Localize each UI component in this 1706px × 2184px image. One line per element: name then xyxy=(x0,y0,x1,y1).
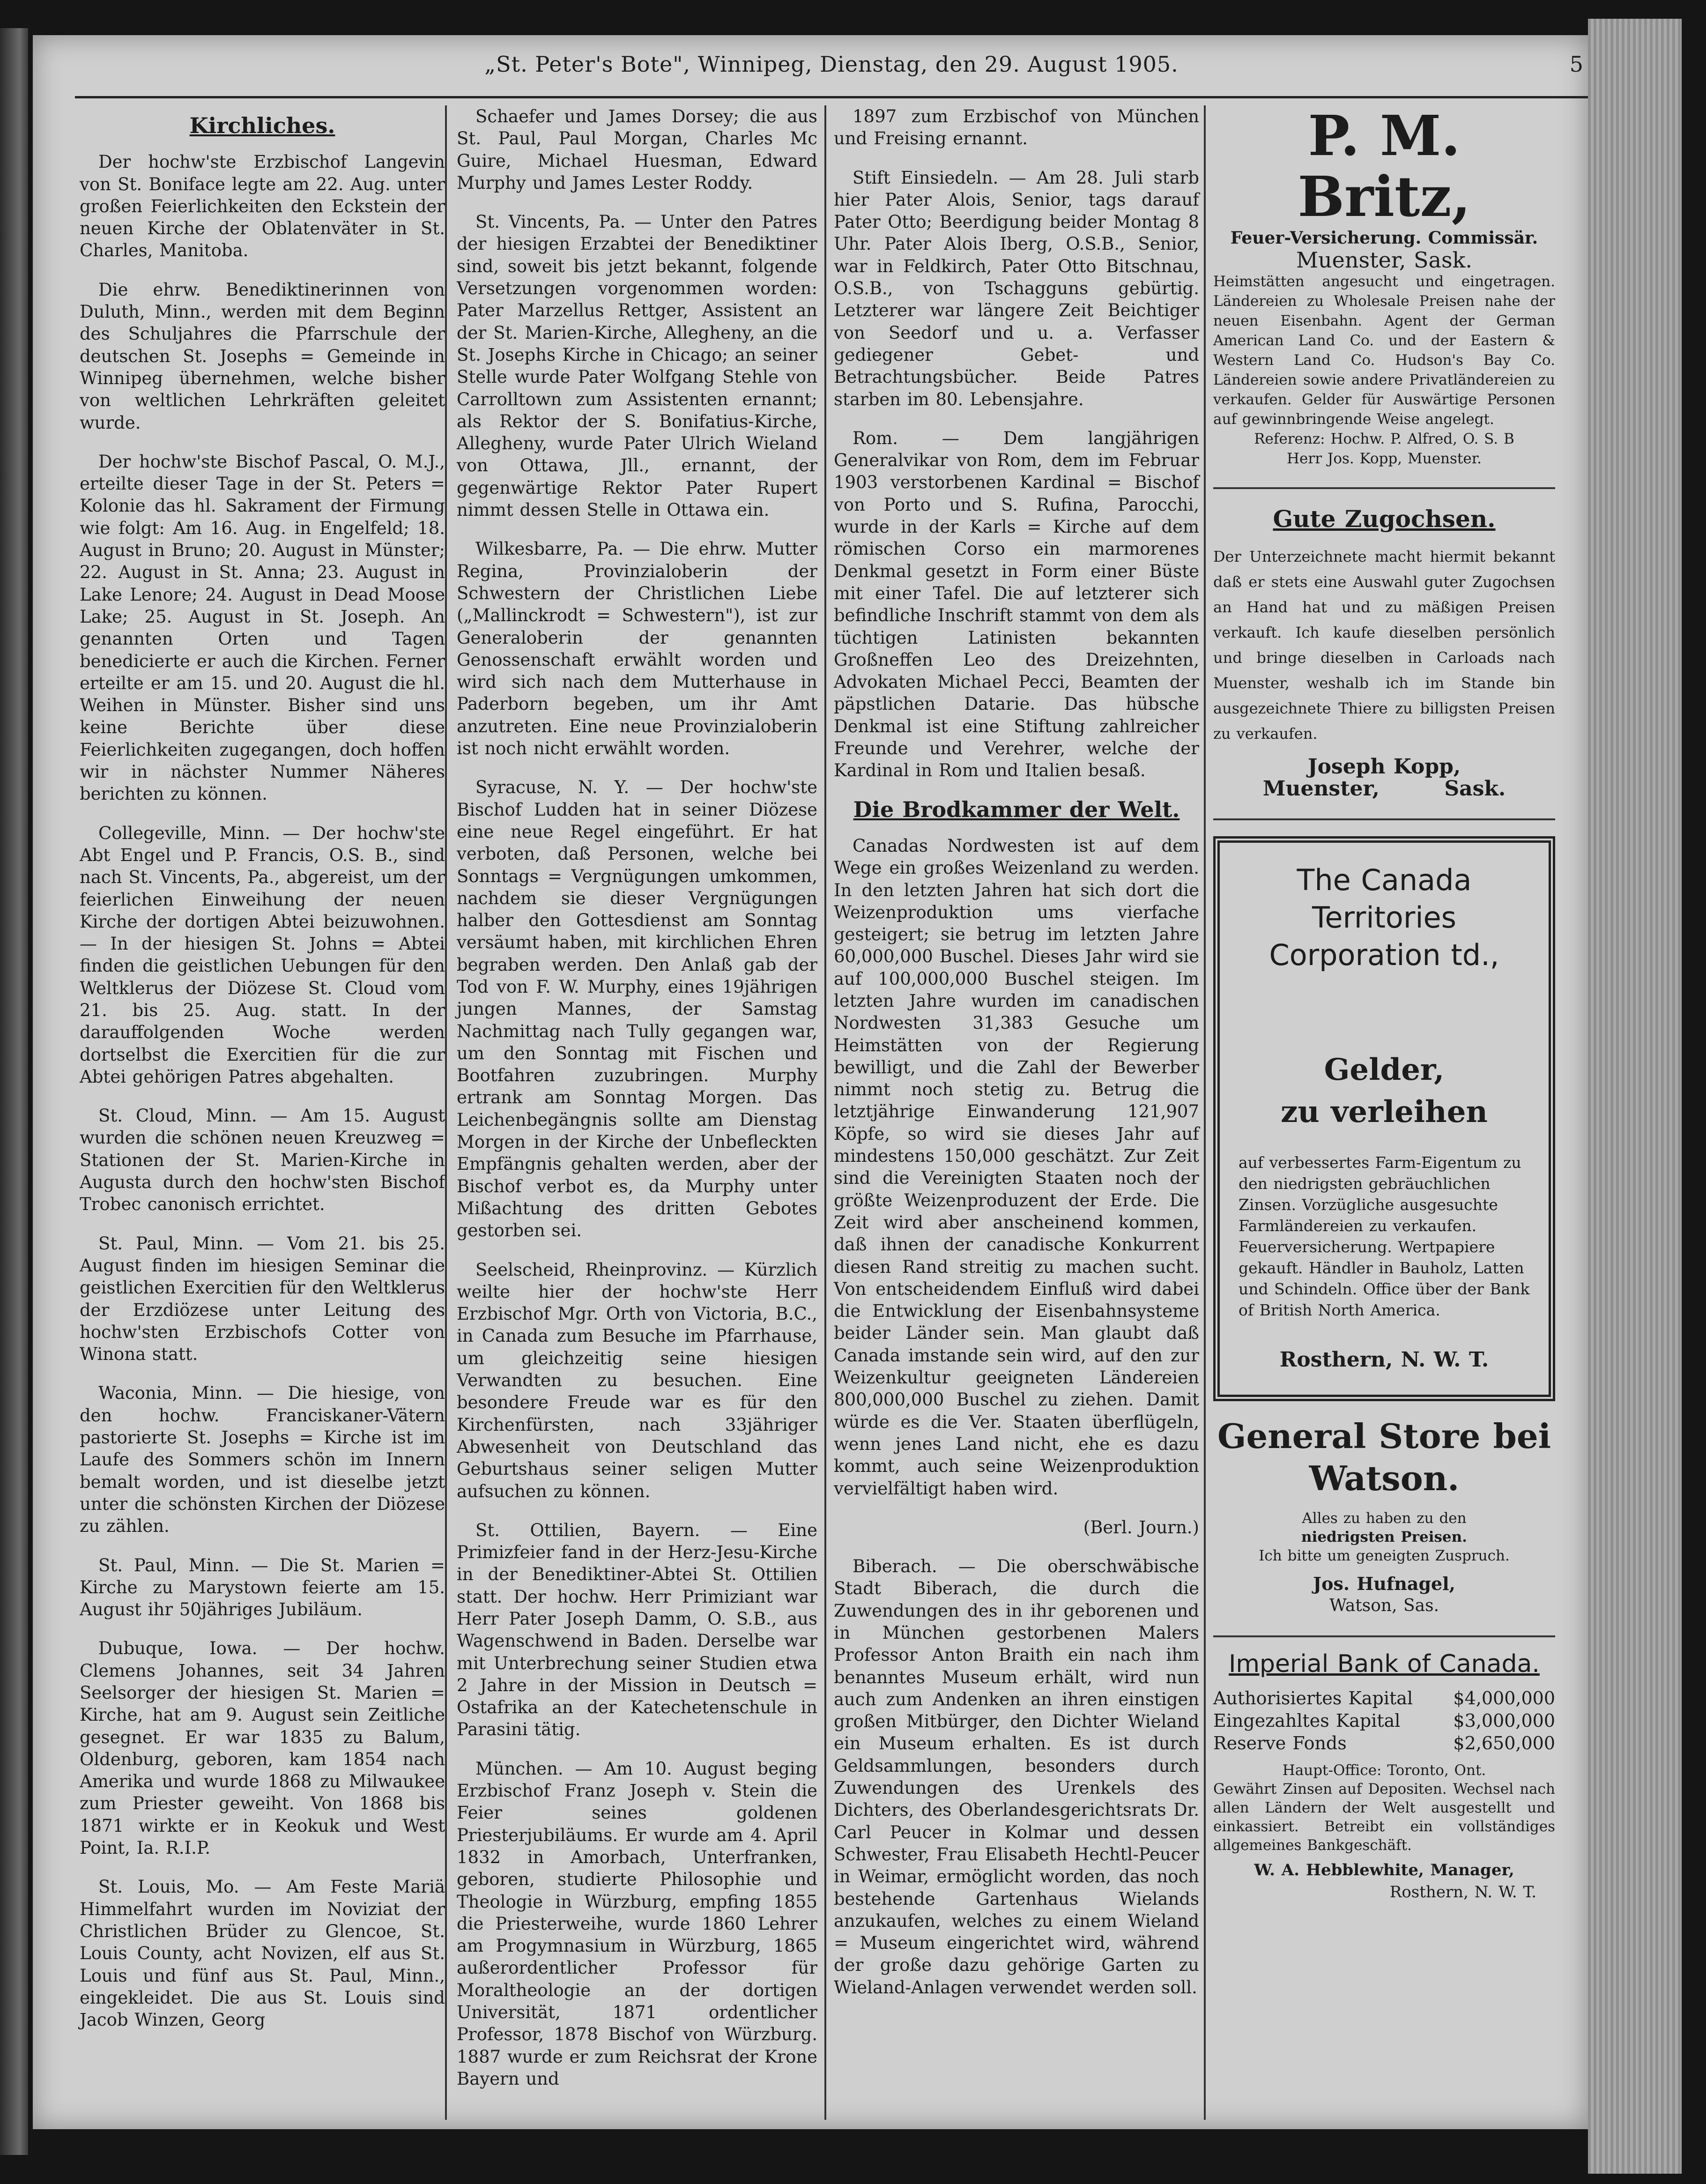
column-rule xyxy=(445,105,447,2120)
column-rule xyxy=(1204,105,1206,2120)
article: St. Cloud, Minn. — Am 15. August wurden die schönen neuen Kreuzweg = Stationen der St. Marien-Kirche in Augusta durch den hochw'sten Bischof Trobec canonisch errichtet. xyxy=(80,1106,445,1215)
column-1 xyxy=(80,105,445,2048)
article: St. Paul, Minn. — Vom 21. bis 25. August finden im hiesigen Seminar die geistlichen Exercitien für den Weltklerus der Erzdiözese unter Leitung des hochw'sten Erzbischofs Cotter von Winona statt. xyxy=(80,1233,445,1365)
bank-row xyxy=(1213,1709,1555,1732)
bank-row-value: $2,650,000 xyxy=(1453,1732,1555,1753)
column-rule xyxy=(824,105,826,2120)
ad-canada-place: Rosthern, N. W. T. xyxy=(1279,1348,1489,1372)
article: Syracuse, N. Y. — Der hochw'ste Bischof Ludden hat in seiner Diözese eine neue Regel eingeführt. Er hat verboten, daß Personen, welche bei Sonntags = Vergnügungen umkommen, nachdem sie dieser Vergnügungen halber den Gottesdienst am Sonntag versäumt haben, mit kirchlichen Ehren begraben werden. Den Anlaß gab der Tod von F. W. Murphy, eines 19jährigen jungen Mannes, der Samstag Nachmittag nach Tully gegangen war, um den Sonntag mit Fischen und Bootfahren zuzubringen. Murphy ertrank am Sonntag Morgen. Das Leichenbegängnis sollte am Dienstag Morgen in der Kirche der Unbefleckten Empfängnis gehalten werden, aber der Bischof verbot es, da Murphy unter Mißachtung des dritten Gebotes gestorben sei. xyxy=(457,777,817,1241)
article-title-brodkammer: Die Brodkammer der Welt. xyxy=(853,796,1180,822)
ad-kopp-place: Muenster, Sask. xyxy=(1262,777,1506,801)
divider xyxy=(1213,1635,1555,1637)
bank-row xyxy=(1213,1732,1555,1754)
ad-watson-line3: Ich bitte um geneigten Zuspruch. xyxy=(1259,1547,1510,1564)
ad-canada-title-2: Corporation td., xyxy=(1269,938,1499,973)
article: Stift Einsiedeln. — Am 28. Juli starb hier Pater Alois, Senior, tags darauf Pater Otto; Beerdigung beider Montag 8 Uhr. Pater Alois Iberg, O.S.B., Senior, war in Feldkirch, Pater Otto Bitschnau, O.S.B., von Tschagguns gebürtig. Letzterer war längere Zeit Beichtiger von Seedorf und u. a. Verfasser gediegener Gebet- und Betrachtungsbücher. Beide Patres starben im 80. Lebensjahre. xyxy=(834,167,1199,409)
ad-britz xyxy=(1213,105,1555,468)
page-header xyxy=(75,40,1588,98)
article: St. Vincents, Pa. — Unter den Patres der hiesigen Erzabtei der Benediktiner sind, soweit bis jetzt bekannt, folgende Versetzungen vorgenommen worden: Pater Marzellus Rettger, Assistent an der St. Marien-Kirche, Allegheny, an die St. Josephs Kirche in Chicago; an seiner Stelle wurde Pater Wolfgang Stehle von Carrolltown zum Assistenten ernannt; als Rektor der S. Bonifatius-Kirche, Allegheny, wurde Pater Ulrich Wieland von Ottawa, Jll., ernannt, der gegenwärtige Rektor Pater Rupert nimmt dessen Stelle in Ottawa ein. xyxy=(457,212,817,520)
ad-watson-line2: niedrigsten Preisen. xyxy=(1301,1528,1467,1545)
article: Schaefer und James Dorsey; die aus St. Paul, Paul Morgan, Charles Mc Guire, Michael Huesman, Edward Murphy und James Lester Roddy. xyxy=(457,106,817,193)
article: St. Ottilien, Bayern. — Eine Primizfeier fand in der Herz-Jesu-Kirche in der Benediktiner-Abtei St. Ottilien statt. Der hochw. Herr Primiziant war Herr Pater Joseph Damm, O. S.B., aus Wagenschwend in Baden. Derselbe war mit Unterbrechung seiner Studien etwa 2 Jahre in der Mission in Deutsch = Ostafrika an der Katechetenschule in Parasini tätig. xyxy=(457,1520,817,1740)
left-page-edge xyxy=(0,28,28,2155)
divider xyxy=(1213,487,1555,489)
article: Dubuque, Iowa. — Der hochw. Clemens Johannes, seit 34 Jahren Seelsorger der hiesigen St. Marien = Kirche, hat am 9. August sein Zeitliche gesegnet. Er war 1835 zu Balum, Oldenburg, geboren, kam 1854 nach Amerika und wurde 1868 zu Milwaukee zum Priester geweiht. Von 1868 bis 1871 wirkte er in Keokuk und West Point, Ia. R.I.P. xyxy=(80,1638,445,1858)
bank-row-label: Authorisiertes Kapital xyxy=(1213,1687,1413,1709)
page-stack-edge xyxy=(1588,19,1682,2174)
article: Waconia, Minn. — Die hiesige, von den hochw. Franciskaner-Vätern pastorierte St. Josephs = Kirche ist im Laufe des Sommers schön im Innern bemalt worden, und ist dieselbe jetzt unter die schönsten Kirchen der Diözese zu zählen. xyxy=(80,1383,445,1537)
ad-canada-territories xyxy=(1213,836,1555,1401)
newspaper-page xyxy=(33,35,1588,2129)
article: Rom. — Dem langjährigen Generalvikar von Rom, dem im Februar 1903 verstorbenen Kardinal = Bischof von Porto und S. Rufina, Parocchi, wurde in der Karls = Kirche auf dem römischen Corso ein marmorenes Denkmal gesetzt in Form einer Büste mit einer Tafel. Die auf letzterer sich befindliche Inschrift stammt von dem als tüchtigen Latinisten bekannten Großneffen Leo des Dreizehnten, Advokaten Michael Pecci, Beamten der päpstlichen Datarie. Das hübsche Denkmal ist eine Stiftung zahlreicher Freunde und Verehrer, welche der Kardinal in Rom und Italien besaß. xyxy=(834,428,1199,781)
column-4-ads xyxy=(1213,105,1555,1903)
divider xyxy=(1213,818,1555,820)
ad-britz-sub: Feuer-Versicherung. Commissär. xyxy=(1230,228,1538,248)
article: St. Paul, Minn. — Die St. Marien = Kirche zu Marystown feierte am 15. August ihr 50jähriges Jubiläum. xyxy=(80,1555,445,1620)
article-source: (Berl. Journ.) xyxy=(1083,1517,1199,1538)
section-title-kirchliches: Kirchliches. xyxy=(189,113,335,138)
ad-kopp-title: Gute Zugochsen. xyxy=(1273,505,1496,533)
article: Der hochw'ste Erzbischof Langevin von St. Boniface legte am 22. Aug. unter großen Feierlichkeiten den Eckstein der neuen Kirche der Oblatenväter in St. Charles, Manitoba. xyxy=(80,152,445,261)
column-3 xyxy=(834,105,1199,2015)
article: Canadas Nordwesten ist auf dem Wege ein großes Weizenland zu werden. In den letzten Jahren hat sich dort die Weizenproduktion ums vierfache gesteigert; sie betrug im letzten Jahre 60,000,000 Buschel. Dieses Jahr wird sie auf 100,000,000 Buschel steigen. Im letzten Jahre wurden im canadischen Nordwesten 31,383 Gesuche um Heimstätten von der Regierung bewilligt, und die Zahl der Bewerber nimmt noch stetig zu. Betrug die letztjährige Einwanderung 121,907 Köpfe, so wird sie dieses Jahr auf mindestens 150,000 geschätzt. Zur Zeit sind die Vereinigten Staaten noch der größte Weizenproduzent der Erde. Die Zeit wird aber anscheinend kommen, daß ihnen der canadische Konkurrent diesen Rand streitig zu machen sucht. Von entscheidendem Einfluß wird dabei die Entwicklung der Eisenbahnsysteme beider Länder sein. Man glaubt daß Canada imstande sein wird, auf den zur Weizenkultur geeigneten Ländereien 800,000,000 Buschel zu ziehen. Damit würde es die Ver. Staaten überflügeln, wenn jenes Land nicht, ehe es dazu kommt, auch seine Weizenproduktion vervielfältigt haben wird. xyxy=(834,835,1199,1499)
ad-canada-gelder: Gelder, xyxy=(1324,1052,1445,1088)
article: München. — Am 10. August beging Erzbischof Franz Joseph v. Stein die Feier seines goldenen Priesterjubiläums. Er wurde am 4. April 1832 in Amorbach, Unterfranken, geboren, studierte Philosophie und Theologie in Würzburg, empfing 1855 die Priesterweihe, wurde 1860 Lehrer am Progymnasium in Würzburg, 1865 außerordentlicher Professor für Moraltheologie an der dortigen Universität, 1871 ordentlicher Professor, 1878 Bischof von Würzburg. 1887 wurde er zum Reichsrat der Krone Bayern und xyxy=(457,1758,817,2089)
bank-row-value: $4,000,000 xyxy=(1453,1687,1555,1709)
ad-britz-body: Heimstätten angesucht und eingetragen. Ländereien zu Wholesale Preisen nahe der neuen Eisenbahn. Agent der German American Land Co. und der Eastern & Western Land Co. Hudson's Bay Co. Ländereien sowie andere Privatländereien zu verkaufen. Gelder für Auswärtige Personen auf gewinnbringende Weise angelegt. xyxy=(1213,273,1555,428)
ad-imperial-bank xyxy=(1213,1650,1555,1903)
bank-row-label: Eingezahltes Kapital xyxy=(1213,1710,1401,1731)
ad-kopp-sign: Joseph Kopp, xyxy=(1307,754,1461,779)
masthead-line: „St. Peter's Bote", Winnipeg, Dienstag, den 29. August 1905. xyxy=(484,52,1179,77)
article: Der hochw'ste Bischof Pascal, O. M.J., erteilte dieser Tage in der St. Peters = Kolonie das hl. Sakrament der Firmung wie folgt: Am 16. Aug. in Engelfeld; 18. August in Bruno; 20. August in Münster; 22. August in St. Anna; 23. August in Lake Lenore; 24. August in Dead Moose Lake; 25. August in St. Joseph. An genannten Orten und Tagen benedicierte er auch die Kirchen. Ferner erteilte er am 15. und 20. August die hl. Weihen in Münster. Bisher sind uns keine Berichte über diese Feierlichkeiten zugegangen, doch hoffen wir in nächster Nummer Näheres berichten zu können. xyxy=(80,451,445,804)
article: 1897 zum Erzbischof von München und Freising ernannt. xyxy=(834,106,1199,149)
article: Seelscheid, Rheinprovinz. — Kürzlich weilte hier der hochw'ste Herr Erzbischof Mgr. Orth von Victoria, B.C., in Canada zum Besuche im Pfarrhause, um gleichzeitig seine hiesigen Verwandten zu besuchen. Eine besondere Freude war es für den Kirchenfürsten, nach 33jähriger Abwesenheit von Deutschland das Geburtshaus seiner seligen Mutter aufsuchen zu können. xyxy=(457,1259,817,1501)
article: Die ehrw. Benediktinerinnen von Duluth, Minn., werden mit dem Beginn des Schuljahres die Pfarrschule der deutschen St. Josephs = Gemeinde in Winnipeg übernehmen, welche bisher von weltlichen Lehrkräften geleitet wurde. xyxy=(80,279,445,433)
ad-canada-verleihen: zu verleihen xyxy=(1281,1094,1488,1130)
article: Wilkesbarre, Pa. — Die ehrw. Mutter Regina, Provinzialoberin der Schwestern der Christlichen Liebe („Mallinckrodt = Schwestern"), ist zur Generaloberin der genannten Genossenschaft erwählt worden und wird sich nach dem Mutterhause in Paderborn begeben, um ihr Amt anzutreten. Eine neue Provinzialoberin ist noch nicht erwählt worden. xyxy=(457,539,817,759)
ad-canada-body: auf verbessertes Farm-Eigentum zu den niedrigsten gebräuchlichen Zinsen. Vorzügliche ausgesuchte Farmländereien zu verkaufen. Feuerversicherung. Wertpapiere gekauft. Händler in Bauholz, Latten und Schindeln. Office über der Bank of British North America. xyxy=(1239,1153,1530,1320)
bank-row-value: $3,000,000 xyxy=(1453,1710,1555,1731)
ad-kopp-body: Der Unterzeichnete macht hiermit bekannt daß er stets eine Auswahl guter Zugochsen an Hand hat und zu mäßigen Preisen verkauft. Ich kaufe dieselben persönlich und bringe dieselben in Carloads nach Muenster, weshalb ich im Stande bin ausgezeichnete Thiere zu billigsten Preisen zu verkaufen. xyxy=(1213,547,1555,743)
bank-row xyxy=(1213,1687,1555,1709)
article: Biberach. — Die oberschwäbische Stadt Biberach, die durch die Zuwendungen des in ihr geborenen und in München gestorbenen Malers Professor Anton Braith ein nach ihm benanntes Museum erhält, wird nun auch zum Andenken an ihren einstigen großen Mitbürger, den Dichter Wieland ein Museum erhalten. Es ist durch Geldsammlungen, besonders durch Zuwendungen des Urenkels des Dichters, des Oberlandesgerichtsrats Dr. Carl Peucer in Kolmar und dessen Schwester, Frau Elisabeth Hechtl-Peucer in Weimar, ermöglicht worden, das noch bestehende Gartenhaus Wielands anzukaufen, welches zu einem Wieland = Museum eingerichtet wird, während der große dazu gehörige Garten zu Wieland-Anlagen verwendet werden soll. xyxy=(834,1556,1199,1998)
ad-bank-manager: W. A. Hebblewhite, Manager, xyxy=(1254,1860,1514,1879)
ad-britz-name: P. M. Britz, xyxy=(1298,103,1471,229)
ad-bank-office: Haupt-Office: Toronto, Ont. xyxy=(1282,1761,1486,1779)
ad-bank-body: Gewährt Zinsen auf Depositen. Wechsel nach allen Ländern der Welt ausgestellt und einkassiert. Betreibt ein vollständiges allgemeines Bankgeschäft. xyxy=(1213,1780,1555,1854)
ad-bank-title: Imperial Bank of Canada. xyxy=(1229,1650,1540,1679)
bank-row-label: Reserve Fonds xyxy=(1213,1732,1347,1753)
ad-watson-title-2: Watson. xyxy=(1309,1458,1460,1498)
ad-watson-title-1: General Store bei xyxy=(1217,1416,1551,1456)
ad-watson xyxy=(1213,1415,1555,1617)
page-number: 5 xyxy=(1569,52,1583,77)
ad-bank-place: Rosthern, N. W. T. xyxy=(1389,1882,1536,1902)
ad-kopp xyxy=(1213,505,1555,801)
article: Collegeville, Minn. — Der hochw'ste Abt Engel und P. Francis, O.S. B., sind nach St. Vincents, Pa., abgereist, um der feierlichen Einweihung der neuen Kirche der dortigen Abtei beizuwohnen. — In der hiesigen St. Johns = Abtei finden die geistlichen Uebungen für den Weltklerus der Diözese St. Cloud vom 21. bis 25. Aug. statt. In der darauffolgenden Woche werden dortselbst die Exercitien für die zur Abtei gehörigen Patres abgehalten. xyxy=(80,823,445,1087)
ad-watson-line1: Alles zu haben zu den xyxy=(1302,1509,1467,1527)
ad-canada-title-1: The Canada Territories xyxy=(1297,863,1472,935)
ad-watson-sign: Jos. Hufnagel, xyxy=(1313,1573,1455,1594)
ad-watson-place: Watson, Sas. xyxy=(1329,1596,1439,1616)
ad-britz-ref2: Herr Jos. Kopp, Muenster. xyxy=(1287,450,1482,467)
ad-britz-ref1: Referenz: Hochw. P. Alfred, O. S. B xyxy=(1254,430,1514,447)
ad-britz-location: Muenster, Sask. xyxy=(1296,247,1473,273)
column-2 xyxy=(457,105,817,2107)
article: St. Louis, Mo. — Am Feste Mariä Himmelfahrt wurden im Noviziat der Christlichen Brüder zu Glencoe, St. Louis County, acht Novizen, elf aus St. Louis und fünf aus St. Paul, Minn., eingekleidet. Die aus St. Louis sind Jacob Winzen, Georg xyxy=(80,1877,445,2030)
